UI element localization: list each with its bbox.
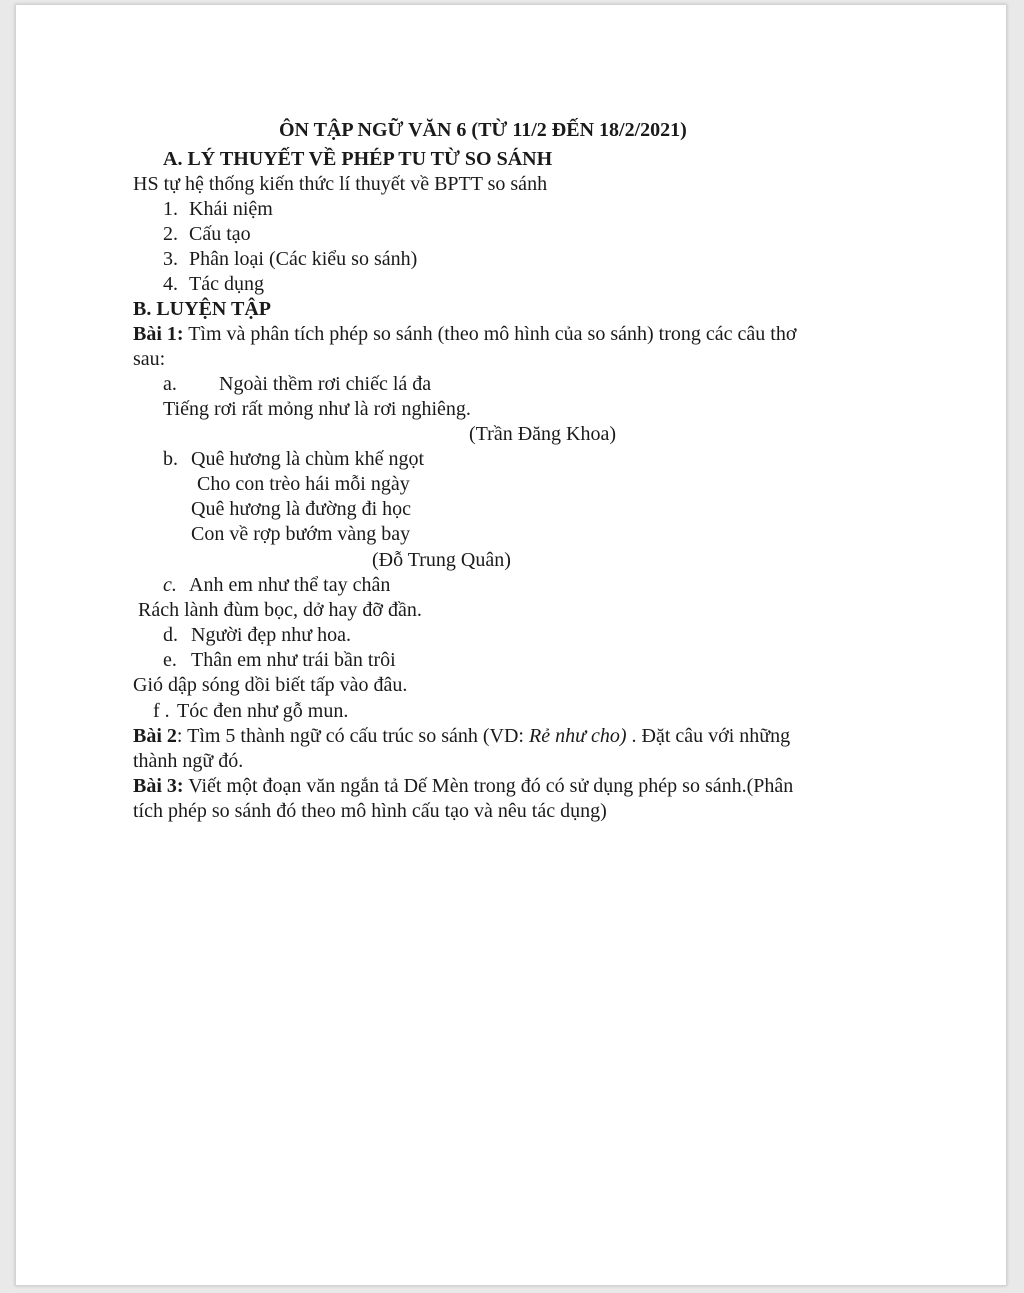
exercise-c-line: Rách lành đùm bọc, dở hay đỡ đần. bbox=[138, 599, 422, 621]
bai2-example: Rẻ như cho) bbox=[528, 725, 627, 747]
list-item-number: 1. bbox=[163, 198, 178, 220]
exercise-e-marker: e. bbox=[163, 649, 177, 671]
list-item-number: 2. bbox=[163, 223, 178, 245]
exercise-b-line: Quê hương là chùm khế ngọt bbox=[191, 448, 425, 470]
exercise-b-author: (Đỗ Trung Quân) bbox=[372, 549, 511, 571]
bai3-label: Bài 3: bbox=[133, 775, 184, 797]
exercise-f-line: Tóc đen như gỗ mun. bbox=[177, 700, 349, 722]
bai2-text-continued: thành ngữ đó. bbox=[133, 750, 244, 772]
bai3-text-continued: tích phép so sánh đó theo mô hình cấu tạo và nêu tác dụng) bbox=[133, 800, 607, 822]
list-item-text: Tác dụng bbox=[189, 273, 264, 295]
exercise-b-marker: b. bbox=[163, 448, 178, 470]
exercise-a-line: Ngoài thềm rơi chiếc lá đa bbox=[219, 373, 432, 395]
exercise-c-line: Anh em như thể tay chân bbox=[189, 574, 391, 596]
list-item-text: Cấu tạo bbox=[189, 223, 251, 245]
bai3-text: Viết một đoạn văn ngắn tả Dế Mèn trong đó có sử dụng phép so sánh.(Phân bbox=[183, 775, 794, 797]
exercise-b-line: Con về rợp bướm vàng bay bbox=[191, 523, 411, 545]
bai3-prompt bbox=[133, 774, 793, 799]
list-item bbox=[163, 197, 273, 222]
section-b-heading: B. LUYỆN TẬP bbox=[133, 298, 271, 320]
section-a-heading: A. LÝ THUYẾT VỀ PHÉP TU TỪ SO SÁNH bbox=[163, 148, 553, 170]
bai2-prompt bbox=[133, 724, 790, 749]
exercise-b-line: Cho con trèo hái mỗi ngày bbox=[197, 473, 410, 495]
bai1-text: Tìm và phân tích phép so sánh (theo mô hình của so sánh) trong các câu thơ bbox=[183, 323, 797, 345]
list-item-text: Khái niệm bbox=[189, 198, 273, 220]
bai2-text: : Tìm 5 thành ngữ có cấu trúc so sánh (VD: bbox=[176, 725, 529, 747]
exercise-d-line: Người đẹp như hoa. bbox=[191, 624, 352, 646]
bai2-text-end: . Đặt câu với những bbox=[626, 725, 791, 747]
exercise-a-line: Tiếng rơi rất mỏng như là rơi nghiêng. bbox=[163, 398, 471, 420]
bai1-text-continued: sau: bbox=[133, 348, 166, 370]
list-item-text: Phân loại (Các kiểu so sánh) bbox=[189, 248, 418, 270]
bai1-label: Bài 1: bbox=[133, 323, 184, 345]
list-item bbox=[163, 247, 417, 272]
list-item-number: 4. bbox=[163, 273, 178, 295]
document-page bbox=[15, 4, 1007, 1286]
list-item-number: 3. bbox=[163, 248, 178, 270]
exercise-d-marker: d. bbox=[163, 624, 178, 646]
exercise-f-marker: f . bbox=[153, 700, 170, 722]
list-item bbox=[163, 272, 264, 297]
bai1-prompt bbox=[133, 322, 796, 347]
bai2-label: Bài 2 bbox=[133, 725, 177, 747]
list-item bbox=[163, 222, 251, 247]
exercise-c-marker: c. bbox=[163, 574, 177, 596]
exercise-a-marker: a. bbox=[163, 373, 177, 395]
document-title: ÔN TẬP NGỮ VĂN 6 (TỪ 11/2 ĐẾN 18/2/2021) bbox=[279, 119, 687, 141]
exercise-a-author: (Trần Đăng Khoa) bbox=[469, 423, 617, 445]
exercise-b-line: Quê hương là đường đi học bbox=[191, 498, 412, 520]
exercise-e-line: Gió dập sóng dồi biết tấp vào đâu. bbox=[133, 674, 408, 696]
exercise-e-line: Thân em như trái bần trôi bbox=[191, 649, 396, 671]
section-a-intro: HS tự hệ thống kiến thức lí thuyết về BPTT so sánh bbox=[133, 173, 548, 195]
